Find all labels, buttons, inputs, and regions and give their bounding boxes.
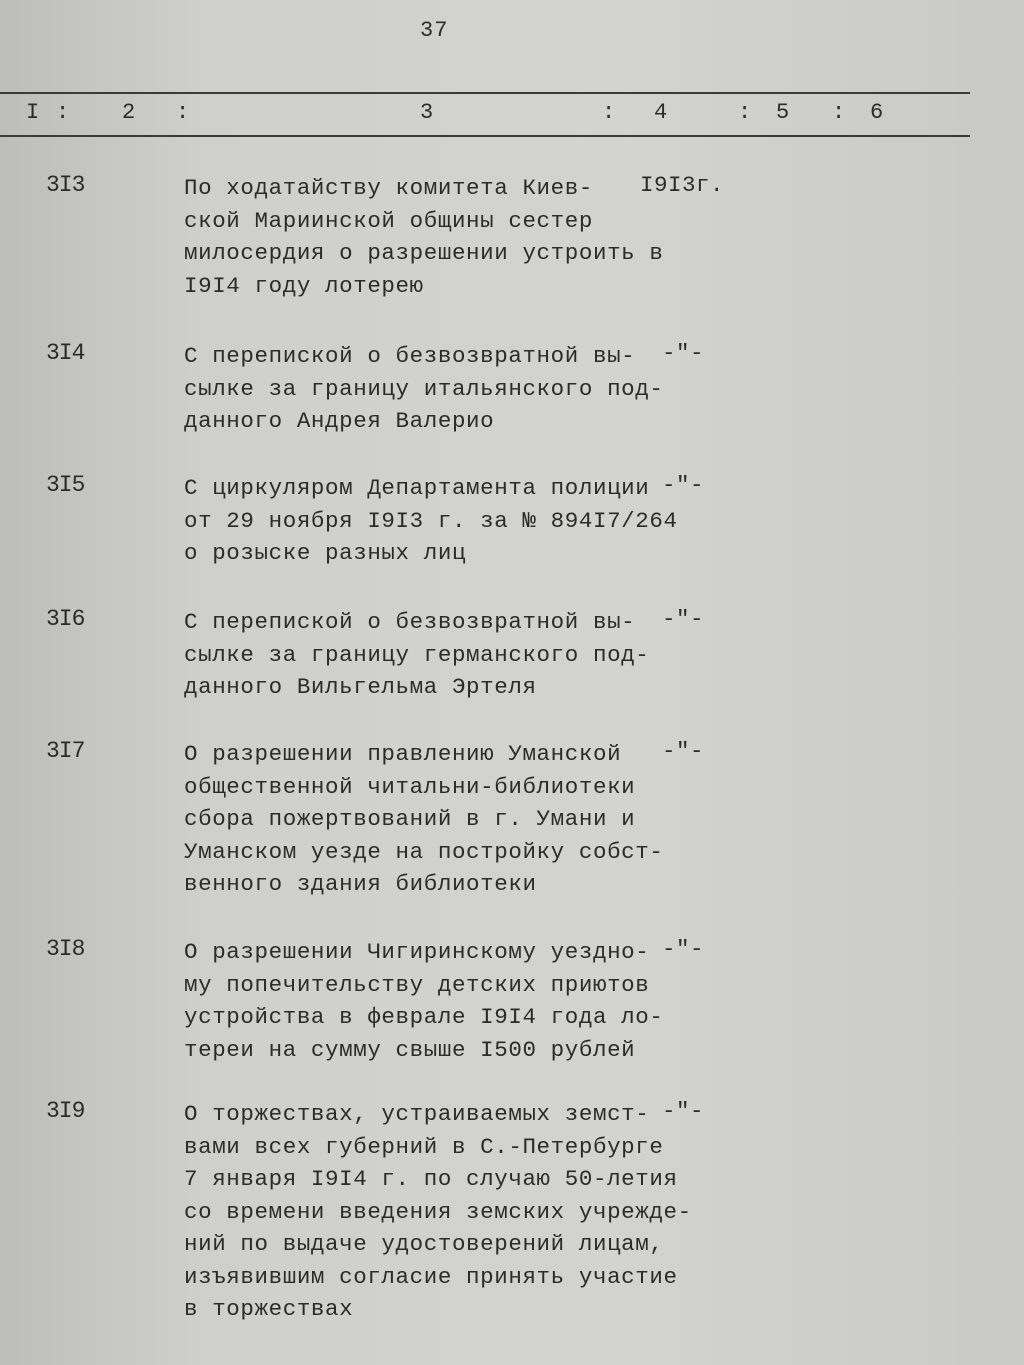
- entry-title: [184, 606, 664, 704]
- entry-date: -"-: [662, 472, 705, 498]
- entry-title-line: тереи на сумму свыше I500 рублей: [184, 1036, 636, 1063]
- column-separator: :: [602, 100, 616, 125]
- entry-number: 3I9: [46, 1098, 85, 1124]
- entry-title: [184, 472, 678, 570]
- entry-number: 3I4: [46, 340, 85, 366]
- entry-date: -"-: [662, 606, 705, 632]
- column-header-2: 2: [122, 100, 136, 125]
- entry-title-line: данного Андрея Валерио: [184, 408, 495, 434]
- entry-date: -"-: [662, 738, 705, 764]
- entry-title-line: С перепиской о безвозвратной вы-: [184, 609, 636, 635]
- column-separator: :: [56, 100, 70, 125]
- column-header-6: 6: [870, 100, 884, 125]
- entry-title-line: венного здания библиотеки: [184, 871, 537, 897]
- column-header-4: 4: [654, 100, 668, 125]
- entry-title-line: милосердия о разрешении устроить в: [184, 240, 664, 266]
- header-rule-top: [0, 92, 970, 94]
- entry-title-line: изъявившим согласие принять участие: [184, 1263, 678, 1290]
- entry-title-line: Уманском уезде на постройку собст-: [184, 838, 664, 865]
- header-rule-bottom: [0, 135, 970, 137]
- column-header-5: 5: [776, 100, 790, 125]
- column-separator: :: [738, 100, 752, 125]
- column-header-1: I: [26, 100, 40, 125]
- entry-date: -"-: [662, 1098, 705, 1124]
- entry-title-line: О торжествах, устраиваемых земст-: [184, 1101, 650, 1127]
- entry-number: 3I7: [46, 738, 85, 764]
- column-separator: :: [832, 100, 846, 125]
- entry-number: 3I3: [46, 172, 85, 198]
- entry-title: [184, 738, 664, 901]
- entry-title-line: По ходатайству комитета Киев-: [184, 175, 593, 201]
- entry-title-line: С циркуляром Департамента полиции: [184, 475, 650, 501]
- entry-title-line: ской Мариинской общины сестер: [184, 207, 593, 234]
- entry-number: 3I8: [46, 936, 85, 962]
- entry-date: -"-: [662, 936, 705, 962]
- entry-title-line: О разрешении Чигиринскому уездно-: [184, 939, 650, 965]
- entry-title-line: сбора пожертвований в г. Умани и: [184, 806, 636, 832]
- entry-title: [184, 340, 664, 438]
- entry-title: [184, 1098, 692, 1326]
- entry-title-line: О разрешении правлению Уманской: [184, 741, 622, 767]
- entry-title-line: в торжествах: [184, 1296, 354, 1322]
- entry-title-line: 7 января I9I4 г. по случаю 50-летия: [184, 1166, 678, 1192]
- entry-title-line: общественной читальни-библиотеки: [184, 773, 636, 800]
- entry-title-line: С перепиской о безвозвратной вы-: [184, 343, 636, 369]
- entry-title-line: со времени введения земских учрежде-: [184, 1198, 692, 1225]
- entry-title-line: вами всех губерний в С.-Петербурге: [184, 1133, 664, 1160]
- column-header-3: 3: [420, 100, 434, 125]
- entry-title-line: му попечительству детских приютов: [184, 971, 650, 998]
- entry-date: I9I3г.: [640, 172, 725, 198]
- page-number: 37: [420, 18, 449, 43]
- entry-title-line: сылке за границу германского под-: [184, 641, 650, 668]
- entry-number: 3I6: [46, 606, 85, 632]
- entry-title-line: I9I4 году лотерею: [184, 272, 424, 299]
- entry-title-line: от 29 ноября I9I3 г. за № 894I7/264: [184, 507, 678, 534]
- entry-title: [184, 936, 664, 1066]
- entry-title-line: сылке за границу итальянского под-: [184, 375, 664, 402]
- entry-title-line: данного Вильгельма Эртеля: [184, 674, 537, 700]
- entry-date: -"-: [662, 340, 705, 366]
- entry-number: 3I5: [46, 472, 85, 498]
- entry-title-line: устройства в феврале I9I4 года ло-: [184, 1004, 664, 1030]
- entry-title-line: о розыске разных лиц: [184, 540, 467, 566]
- entry-title-line: ний по выдаче удостоверений лицам,: [184, 1231, 664, 1257]
- column-separator: :: [176, 100, 190, 125]
- entry-title: [184, 172, 664, 302]
